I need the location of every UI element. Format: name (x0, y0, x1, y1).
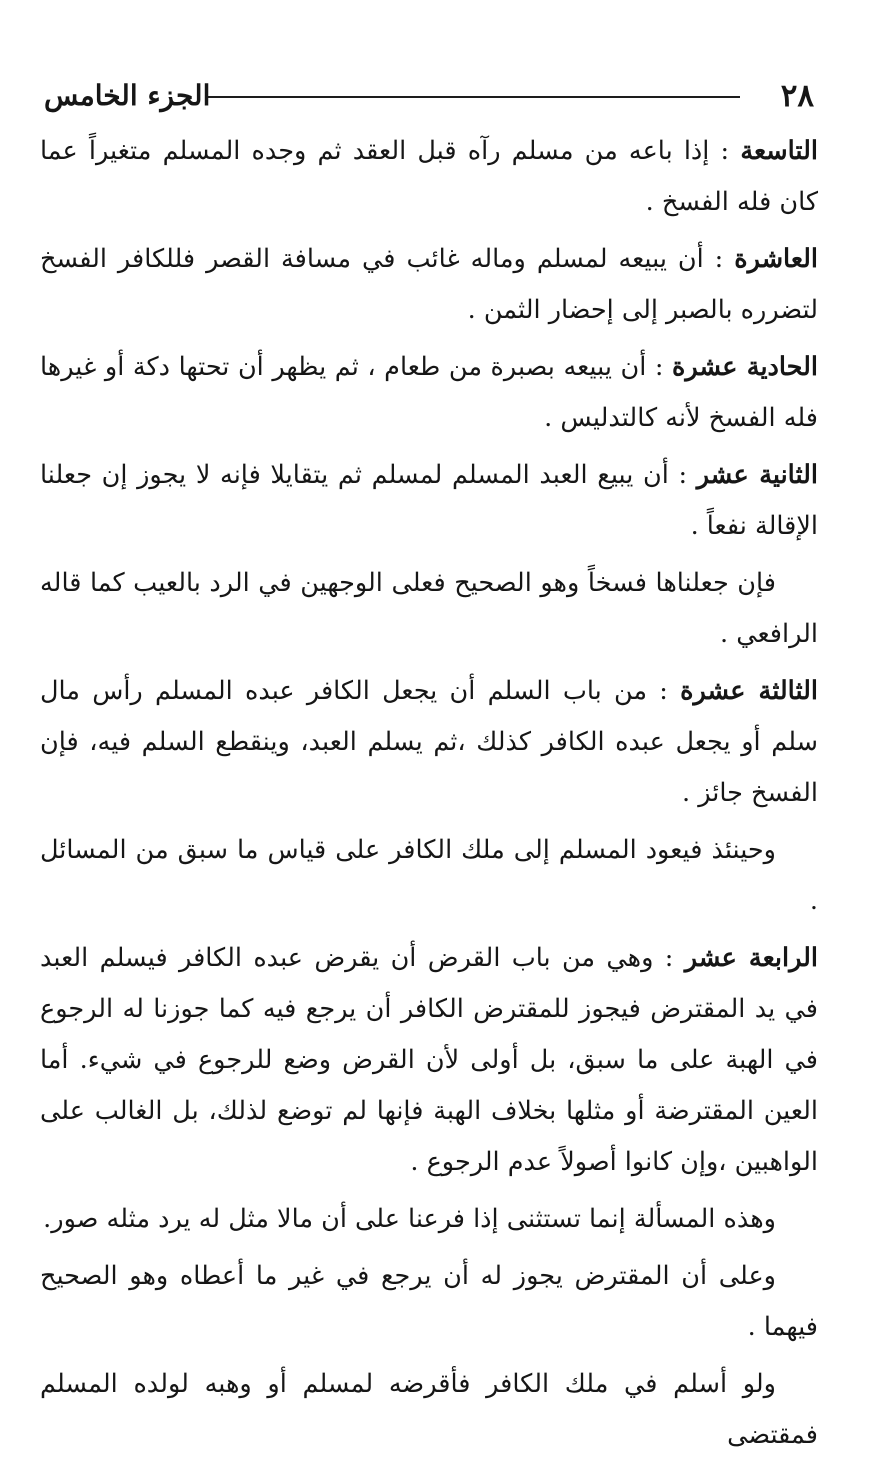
paragraph-twelfth (40, 450, 818, 552)
body-text (40, 126, 818, 1467)
paragraph-text: وهذه المسألة إنما تستثنى إذا فرعنا على أن مالا مثل له يرد مثله صور. (43, 1204, 776, 1234)
paragraph-fourteenth (40, 933, 818, 1188)
paragraph-exception-note (40, 1194, 818, 1245)
running-title: الجزء الخامس (44, 79, 211, 112)
paragraph-term: الثالثة عشرة (680, 676, 818, 706)
paragraph-thirteenth-note (40, 825, 818, 927)
header-rule (208, 96, 740, 98)
paragraph-text: وحينئذ فيعود المسلم إلى ملك الكافر على قياس ما سبق من المسائل . (40, 835, 818, 916)
paragraph-term: الحادية عشرة (672, 352, 818, 382)
paragraph-text: : أن يبيع العبد المسلم لمسلم ثم يتقايلا فإنه لا يجوز إن جعلنا الإقالة نفعاً . (40, 460, 818, 541)
paragraph-text: : وهي من باب القرض أن يقرض عبده الكافر فيسلم العبد في يد المقترض فيجوز للمقترض الكافر أن يرجع فيه كما جوزنا له الرجوع في الهبة على ما سبق، بل أولى لأن القرض وضع للرجوع في شيء. أما العين المقترضة أو مثلها بخلاف الهبة فإنها لم توضع لذلك، بل الغالب على الواهبين ،وإن كانوا أصولاً عدم الرجوع . (40, 943, 818, 1177)
paragraph-text: : إذا باعه من مسلم رآه قبل العقد ثم وجده المسلم متغيراً عما كان فله الفسخ . (40, 136, 818, 217)
paragraph-text: : أن يبيعه لمسلم وماله غائب في مسافة القصر فللكافر الفسخ لتضرره بالصبر إلى إحضار الثمن . (40, 244, 818, 325)
paragraph-text: : أن يبيعه بصبرة من طعام ، ثم يظهر أن تحتها دكة أو غيرها فله الفسخ لأنه كالتدليس . (40, 352, 818, 433)
page-header (40, 74, 818, 118)
paragraph-ninth (40, 126, 818, 228)
paragraph-text: وعلى أن المقترض يجوز له أن يرجع في غير ما أعطاه وهو الصحيح فيهما . (40, 1261, 818, 1342)
paragraph-eleventh (40, 342, 818, 444)
paragraph-term: العاشرة (734, 244, 818, 274)
paragraph-twelfth-note (40, 558, 818, 660)
paragraph-term: التاسعة (740, 136, 818, 166)
paragraph-borrower-note (40, 1251, 818, 1353)
paragraph-term: الثانية عشر (696, 460, 818, 490)
paragraph-thirteenth (40, 666, 818, 819)
paragraph-text: ولو أسلم في ملك الكافر فأقرضه لمسلم أو وهبه لولده المسلم فمقتضى (40, 1369, 818, 1450)
paragraph-tenth (40, 234, 818, 336)
page-number: ٢٨ (780, 78, 814, 114)
paragraph-final-note (40, 1359, 818, 1461)
paragraph-text: : من باب السلم أن يجعل الكافر عبده المسلم رأس مال سلم أو يجعل عبده الكافر كذلك ،ثم يسلم العبد، وينقطع السلم فيه، فإن الفسخ جائز . (40, 676, 818, 808)
paragraph-term: الرابعة عشر (684, 943, 818, 973)
paragraph-text: فإن جعلناها فسخاً وهو الصحيح فعلى الوجهين في الرد بالعيب كما قاله الرافعي . (40, 568, 818, 649)
